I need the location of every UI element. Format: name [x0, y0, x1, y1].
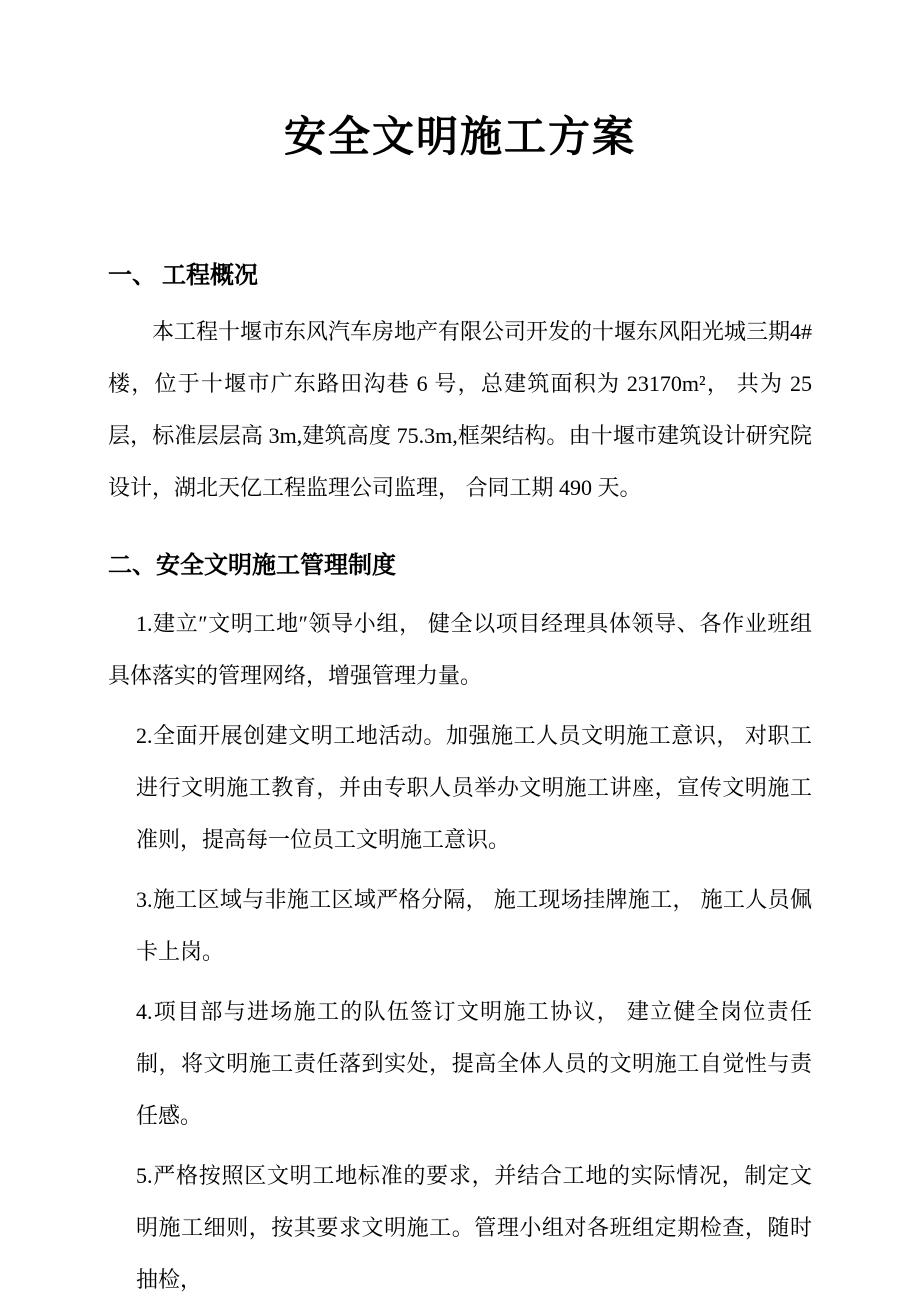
management-item-3: 3.施工区域与非施工区域严格分隔， 施工现场挂牌施工， 施工人员佩卡上岗。: [136, 887, 812, 964]
management-item-2: 2.全面开展创建文明工地活动。加强施工人员文明施工意识， 对职工进行文明施工教育，并由专职人员举办文明施工讲座，宣传文明施工准则，提高每一位员工文明施工意识。: [136, 723, 812, 852]
management-items-list: [108, 598, 812, 1302]
management-item-1: 1.建立″文明工地″领导小组， 健全以项目经理具体领导、各作业班组具体落实的管理网络，增强管理力量。: [108, 611, 812, 688]
management-item-5: 5.严格按照区文明工地标准的要求，并结合工地的实际情况，制定文明施工细则，按其要求文明施工。管理小组对各班组定期检查，随时抽检，: [136, 1163, 812, 1292]
section-overview-heading: 一、 工程概况: [108, 263, 258, 289]
section-management-heading: 二、安全文明施工管理制度: [108, 553, 396, 579]
management-item-4: 4.项目部与进场施工的队伍签订文明施工协议， 建立健全岗位责任制，将文明施工责任落到实处，提高全体人员的文明施工自觉性与责任感。: [136, 999, 812, 1128]
document-title: 安全文明施工方案: [283, 115, 636, 161]
overview-paragraph: 本工程十堰市东风汽车房地产有限公司开发的十堰东风阳光城三期4#楼，位于十堰市广东路田沟巷 6 号，总建筑面积为 23170m²， 共为 25 层，标准层层高 3m,建筑高度 75.3m,框架结构。由十堰市建筑设计研究院设计，湖北天亿工程监理公司监理， 合同工期 490 天。: [108, 319, 813, 500]
